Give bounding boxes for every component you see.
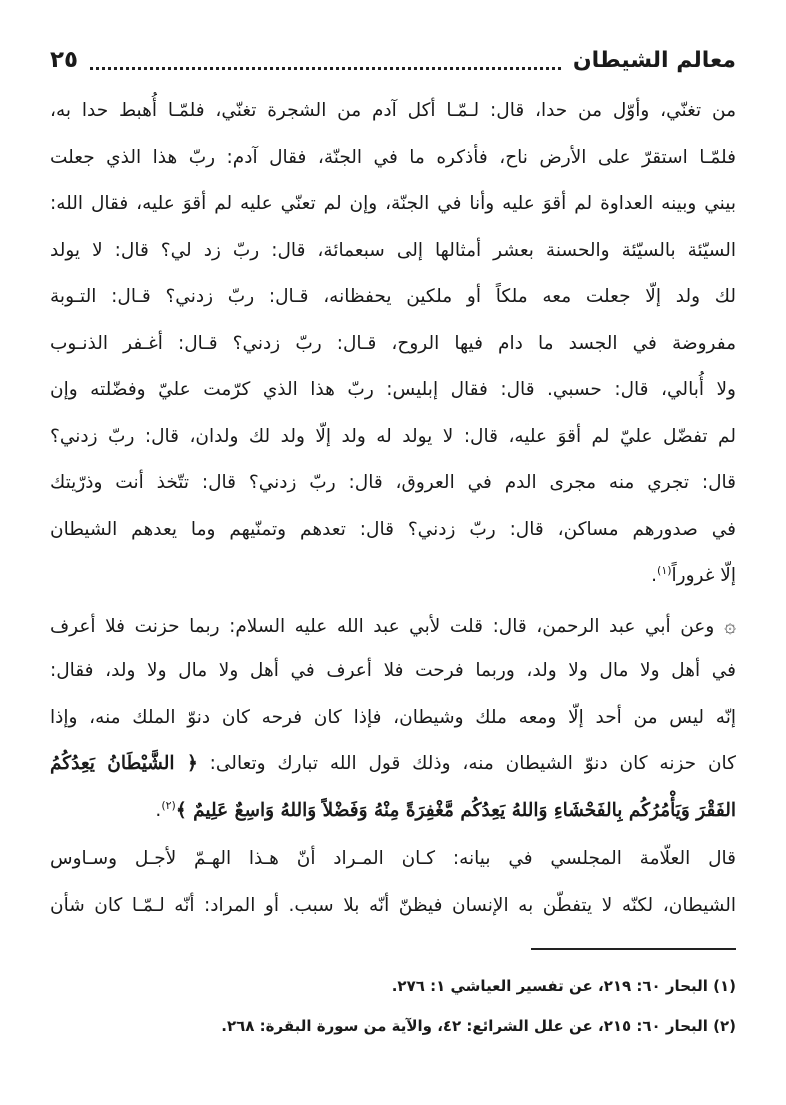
full-stop: .	[155, 799, 162, 821]
footnote-separator	[531, 948, 736, 950]
text-line: في أهل ولا مال ولا ولد، وربما فرحت فلا أعرف في أهل ولا مال ولا ولد، فقال:	[50, 660, 736, 681]
text-line: في صدورهم مساكن، قال: ربّ زدني؟ قال: تعدهم وتمنّيهم وما يعدهم الشيطان	[50, 518, 736, 540]
quran-verse: الفَقْرَ وَيَأْمُرُكُم بِالفَحْشَاءِ وَاللهُ يَعِدُكُم مَّغْفِرَةً مِنْهُ وَفَضْلاً وَاللهُ وَاسِعٌ عَلِيمٌ ﴾	[175, 799, 736, 821]
text-line: إنّه ليس من أحد إلّا ومعه ملك وشيطان، فإذا كان فرحه كان دنوّ الملك منه، وإذا	[50, 706, 736, 728]
footnote: (١) البحار ٦٠: ٢١٩، عن تفسير العياشي ١: ٢٧٦.	[391, 977, 736, 995]
text-line: فلمّـا استقرّ على الأرض ناح، فأذكره ما في الجنّة، فقال آدم: ربّ هذا الذي جعلت	[50, 146, 736, 168]
line-text: وعن أبي عبد الرحمن، قال: قلت لأبي عبد الله عليه السلام: ربما حزنت فلا أعرف	[50, 615, 715, 637]
dotted-leader	[90, 61, 561, 70]
footnotes	[50, 966, 736, 1046]
text-line	[50, 553, 736, 600]
line-text: كان حزنه كان دنوّ الشيطان منه، وذلك قول الله تبارك وتعالى:	[209, 753, 736, 774]
text-line: قال العلّامة المجلسي في بيانه: كـان المـراد أنّ هـذا الهـمّ لأجـل وسـاوس	[50, 848, 736, 869]
page-header	[50, 42, 736, 78]
paragraph-end-text: إلّا غروراً	[671, 565, 736, 586]
footnote: (٢) البحار ٦٠: ٢١٥، عن علل الشرائع: ٤٢، والآية من سورة البقرة: ٢٦٨.	[221, 1017, 736, 1035]
running-title: معالم الشيطان	[572, 47, 736, 73]
text-line: قال: تجري منه مجرى الدم في العروق، قال: ربّ زدني؟ قال: تتّخذ أنت وذرّيتك	[50, 472, 736, 493]
footnote-ref[interactable]: (٢)	[161, 798, 176, 812]
text-line	[50, 788, 736, 835]
text-line: الشيطان، لكنّه لا يتفطّن به الإنسان فيظنّ أنّه بلا سبب. أو المراد: أنّه لـمّـا كان شأن	[50, 894, 736, 916]
footnote-ref[interactable]: (١)	[657, 563, 672, 577]
text-line: السيّئة بالسيّئة والحسنة بعشر أمثالها إلى سبعمائة، قال: ربّ زد لي؟ قال: لا يولد	[50, 239, 736, 261]
quran-verse: ﴿ الشَّيْطَانُ يَعِدُكُمُ	[50, 753, 198, 774]
paragraph-marker-icon: ۞	[724, 612, 736, 637]
text-line: لم تفضّل عليّ لم أقوَ عليه، قال: لا يولد له ولد إلّا ولد لك ولدان، قال: ربّ زدني؟	[50, 425, 736, 447]
text-line: بيني وبينه العداوة لم أقوَ عليه وأنا في الجنّة، وإن لم تعنّي عليه لم أقوَ عليه، فقال الله:	[50, 193, 736, 214]
text-line: مفروضة في الجسد ما دام فيها الروح، قـال: ربّ زدني؟ قـال: أغـفر الذنـوب	[50, 332, 736, 354]
full-stop: .	[651, 565, 658, 586]
text-line	[50, 741, 736, 788]
text-line: ولا أُبالي، قال: حسبي. قال: فقال إبليس: ربّ هذا الذي كرّمت عليّ وفضّلته وإن	[50, 379, 736, 400]
text-line	[50, 602, 736, 649]
text-line: لك ولد إلّا جعلت معه ملكاً أو ملكين يحفظانه، قـال: ربّ زدني؟ قـال: التـوبة	[50, 286, 736, 307]
page-number: ٢٥	[50, 47, 79, 73]
body-text	[50, 88, 736, 929]
text-line: من تغنّي، وأوّل من حدا، قال: لـمّـا أكل آدم من الشجرة تغنّي، فلمّـا أُهبط حدا به،	[50, 100, 736, 121]
